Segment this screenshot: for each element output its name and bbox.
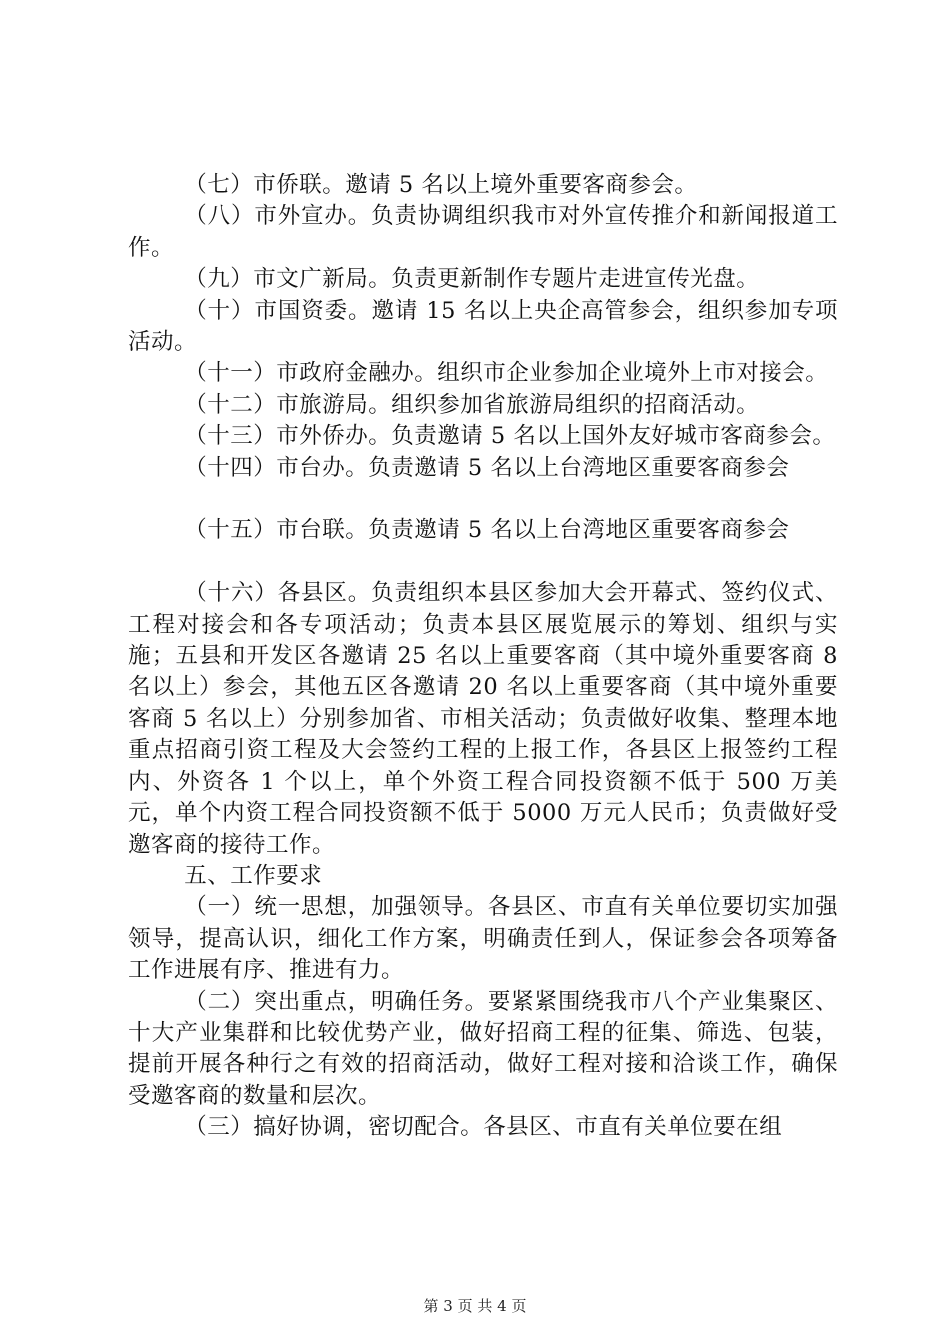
paragraph-10: （十）市国资委。邀请 15 名以上央企高管参会，组织参加专项活动。 xyxy=(128,297,838,356)
paragraph-9: （九）市文广新局。负责更新制作专题片走进宣传光盘。 xyxy=(184,266,760,293)
paragraph-12: （十二）市旅游局。组织参加省旅游局组织的招商活动。 xyxy=(184,391,760,418)
requirement-2: （二）突出重点，明确任务。要紧紧围绕我市八个产业集聚区、十大产业集群和比较优势产业，做好招商工程的征集、筛选、包装，提前开展各种行之有效的招商活动，做好工程对接和洽谈工作，确保受邀客商的数量和层次。 xyxy=(128,988,838,1109)
paragraph-13: （十三）市外侨办。负责邀请 5 名以上国外友好城市客商参会。 xyxy=(184,423,836,450)
paragraph-7: （七）市侨联。邀请 5 名以上境外重要客商参会。 xyxy=(184,172,698,198)
section-heading-work-requirements: 五、工作要求 xyxy=(184,862,323,889)
paragraph-8: （八）市外宣办。负责协调组织我市对外宣传推介和新闻报道工作。 xyxy=(128,203,838,261)
page-number-footer: 第 3 页 共 4 页 xyxy=(423,1297,527,1315)
document-body xyxy=(128,170,838,1144)
paragraph-16: （十六）各县区。负责组织本县区参加大会开幕式、签约仪式、工程对接会和各专项活动；负责本县区展览展示的筹划、组织与实施；五县和开发区各邀请 25 名以上重要客商（其中境外重要客商 8 名以上）参会，其他五区各邀请 20 名以上重要客商（其中境外重要客商 5 名以上）分别参加省、市相关活动；负责做好收集、整理本地重点招商引资工程及大会签约工程的上报工作，各县区上报签约工程内、外资各 1 个以上，单个外资工程合同投资额不低于 500 万美元，单个内资工程合同投资额不低于 5000 万元人民币；负责做好受邀客商的接待工作。 xyxy=(128,580,838,858)
paragraph-15: （十五）市台联。负责邀请 5 名以上台湾地区重要客商参会 xyxy=(184,517,790,544)
paragraph-14: （十四）市台办。负责邀请 5 名以上台湾地区重要客商参会 xyxy=(184,454,790,481)
requirement-3: （三）搞好协调，密切配合。各县区、市直有关单位要在组 xyxy=(184,1114,783,1141)
paragraph-11: （十一）市政府金融办。组织市企业参加企业境外上市对接会。 xyxy=(184,360,829,387)
requirement-1: （一）统一思想，加强领导。各县区、市直有关单位要切实加强领导，提高认识，细化工作方案，明确责任到人，保证参会各项筹备工作进展有序、推进有力。 xyxy=(128,894,838,984)
